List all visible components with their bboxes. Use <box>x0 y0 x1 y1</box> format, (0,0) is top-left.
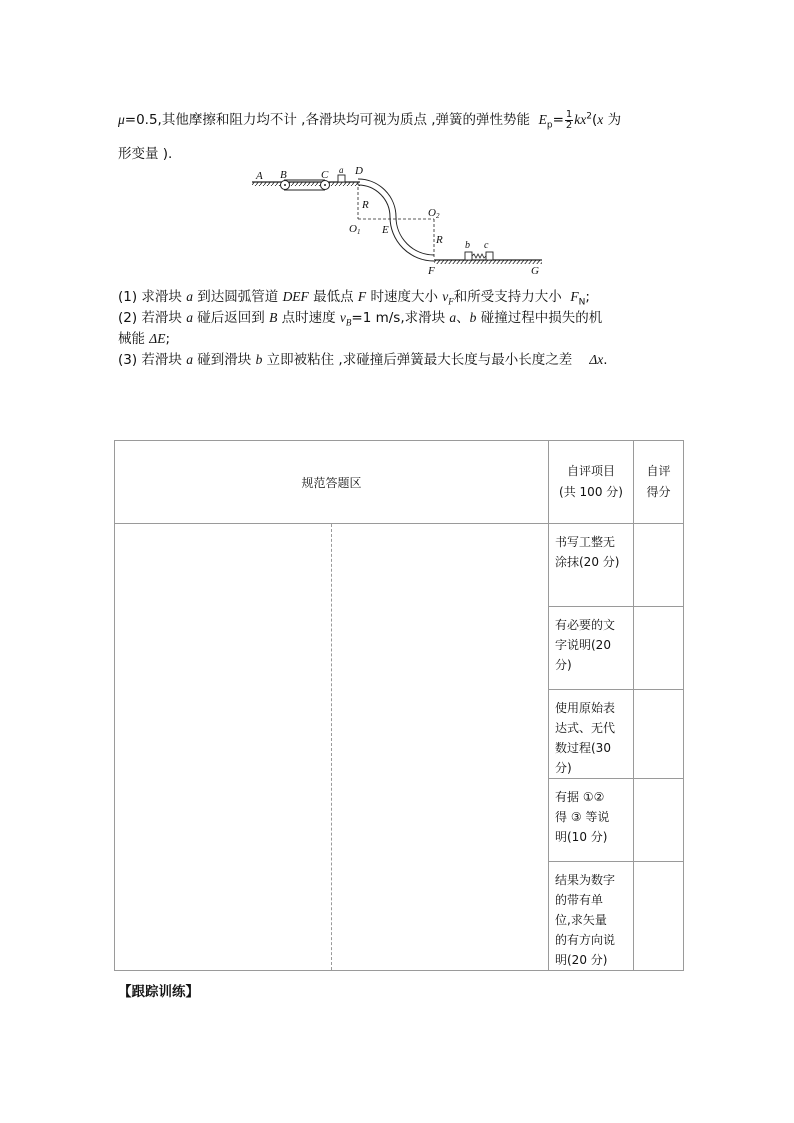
score-cell[interactable] <box>634 607 684 690</box>
label-R2: R <box>436 234 443 246</box>
score-header: 自评 得分 <box>634 441 684 524</box>
label-B: B <box>280 169 287 181</box>
label-b: b <box>465 240 470 251</box>
label-G: G <box>531 265 539 277</box>
upper-ground-hatch <box>252 182 360 186</box>
label-E: E <box>382 224 389 236</box>
table-header-row <box>115 441 684 524</box>
track-diagram <box>248 160 548 280</box>
label-a: a <box>339 165 344 175</box>
criterion-derivation: 有据 ①② 得 ③ 等说 明(10 分) <box>549 779 634 862</box>
label-O1: O1 <box>349 223 361 236</box>
label-O2: O2 <box>428 207 440 220</box>
spring <box>472 254 486 258</box>
criterion-explanation: 有必要的文 字说明(20 分) <box>549 607 634 690</box>
answer-area[interactable] <box>115 524 549 971</box>
label-c: c <box>484 240 489 251</box>
slider-a <box>338 175 345 182</box>
score-cell[interactable] <box>634 690 684 779</box>
question-2-line-2: 械能 ΔE; <box>118 331 171 347</box>
label-R1: R <box>362 199 369 211</box>
arc-tube-outer <box>358 179 434 255</box>
score-cell[interactable] <box>634 862 684 971</box>
lower-ground-hatch <box>434 260 542 264</box>
answer-table <box>114 440 684 971</box>
score-cell[interactable] <box>634 779 684 862</box>
label-C: C <box>321 169 329 181</box>
label-F: F <box>428 265 435 277</box>
label-A: A <box>256 170 263 182</box>
criterion-original-expression: 使用原始表 达式、无代 数过程(30 分) <box>549 690 634 779</box>
problem-line-1: μ=0.5,其他摩擦和阻力均不计 ,各滑块均可视为质点 ,弹簧的弹性势能 $E_p=$ $\frac{1}{2}$ $kx^2(x$ 为 <box>118 108 622 131</box>
slider-c <box>486 252 493 260</box>
question-2-line-1: (2) 若滑块 a 碰后返回到 B 点时速度 $v_B=1$ m/s,求滑块 a、b 碰撞过程中损失的机 <box>118 310 603 328</box>
table-row <box>115 524 684 607</box>
answer-divider <box>331 524 332 970</box>
fraction-half: $\frac{1}{2}$ <box>565 108 573 131</box>
label-D: D <box>355 165 363 177</box>
criterion-units-direction: 结果为数字 的带有单 位,求矢量 的有方向说 明(20 分) <box>549 862 634 971</box>
criterion-neat: 书写工整无 涂抹(20 分) <box>549 524 634 607</box>
score-cell[interactable] <box>634 524 684 607</box>
criteria-header: 自评项目 (共 100 分) <box>549 441 634 524</box>
answer-area-header: 规范答题区 <box>115 441 549 524</box>
problem-line-2: 形变量 ). <box>118 146 173 162</box>
question-3: (3) 若滑块 a 碰到滑块 b 立即被粘住 ,求碰撞后弹簧最大长度与最小长度之差 Δx. <box>118 352 608 368</box>
tracking-training-heading: 【跟踪训练】 <box>118 984 199 1000</box>
slider-b <box>465 252 472 260</box>
mu-symbol: μ <box>118 112 125 127</box>
question-1: (1) 求滑块 a 到达圆弧管道 DEF 最低点 F 时速度大小 $v_F$和所受支持力大小 $F_N$; <box>118 289 590 308</box>
